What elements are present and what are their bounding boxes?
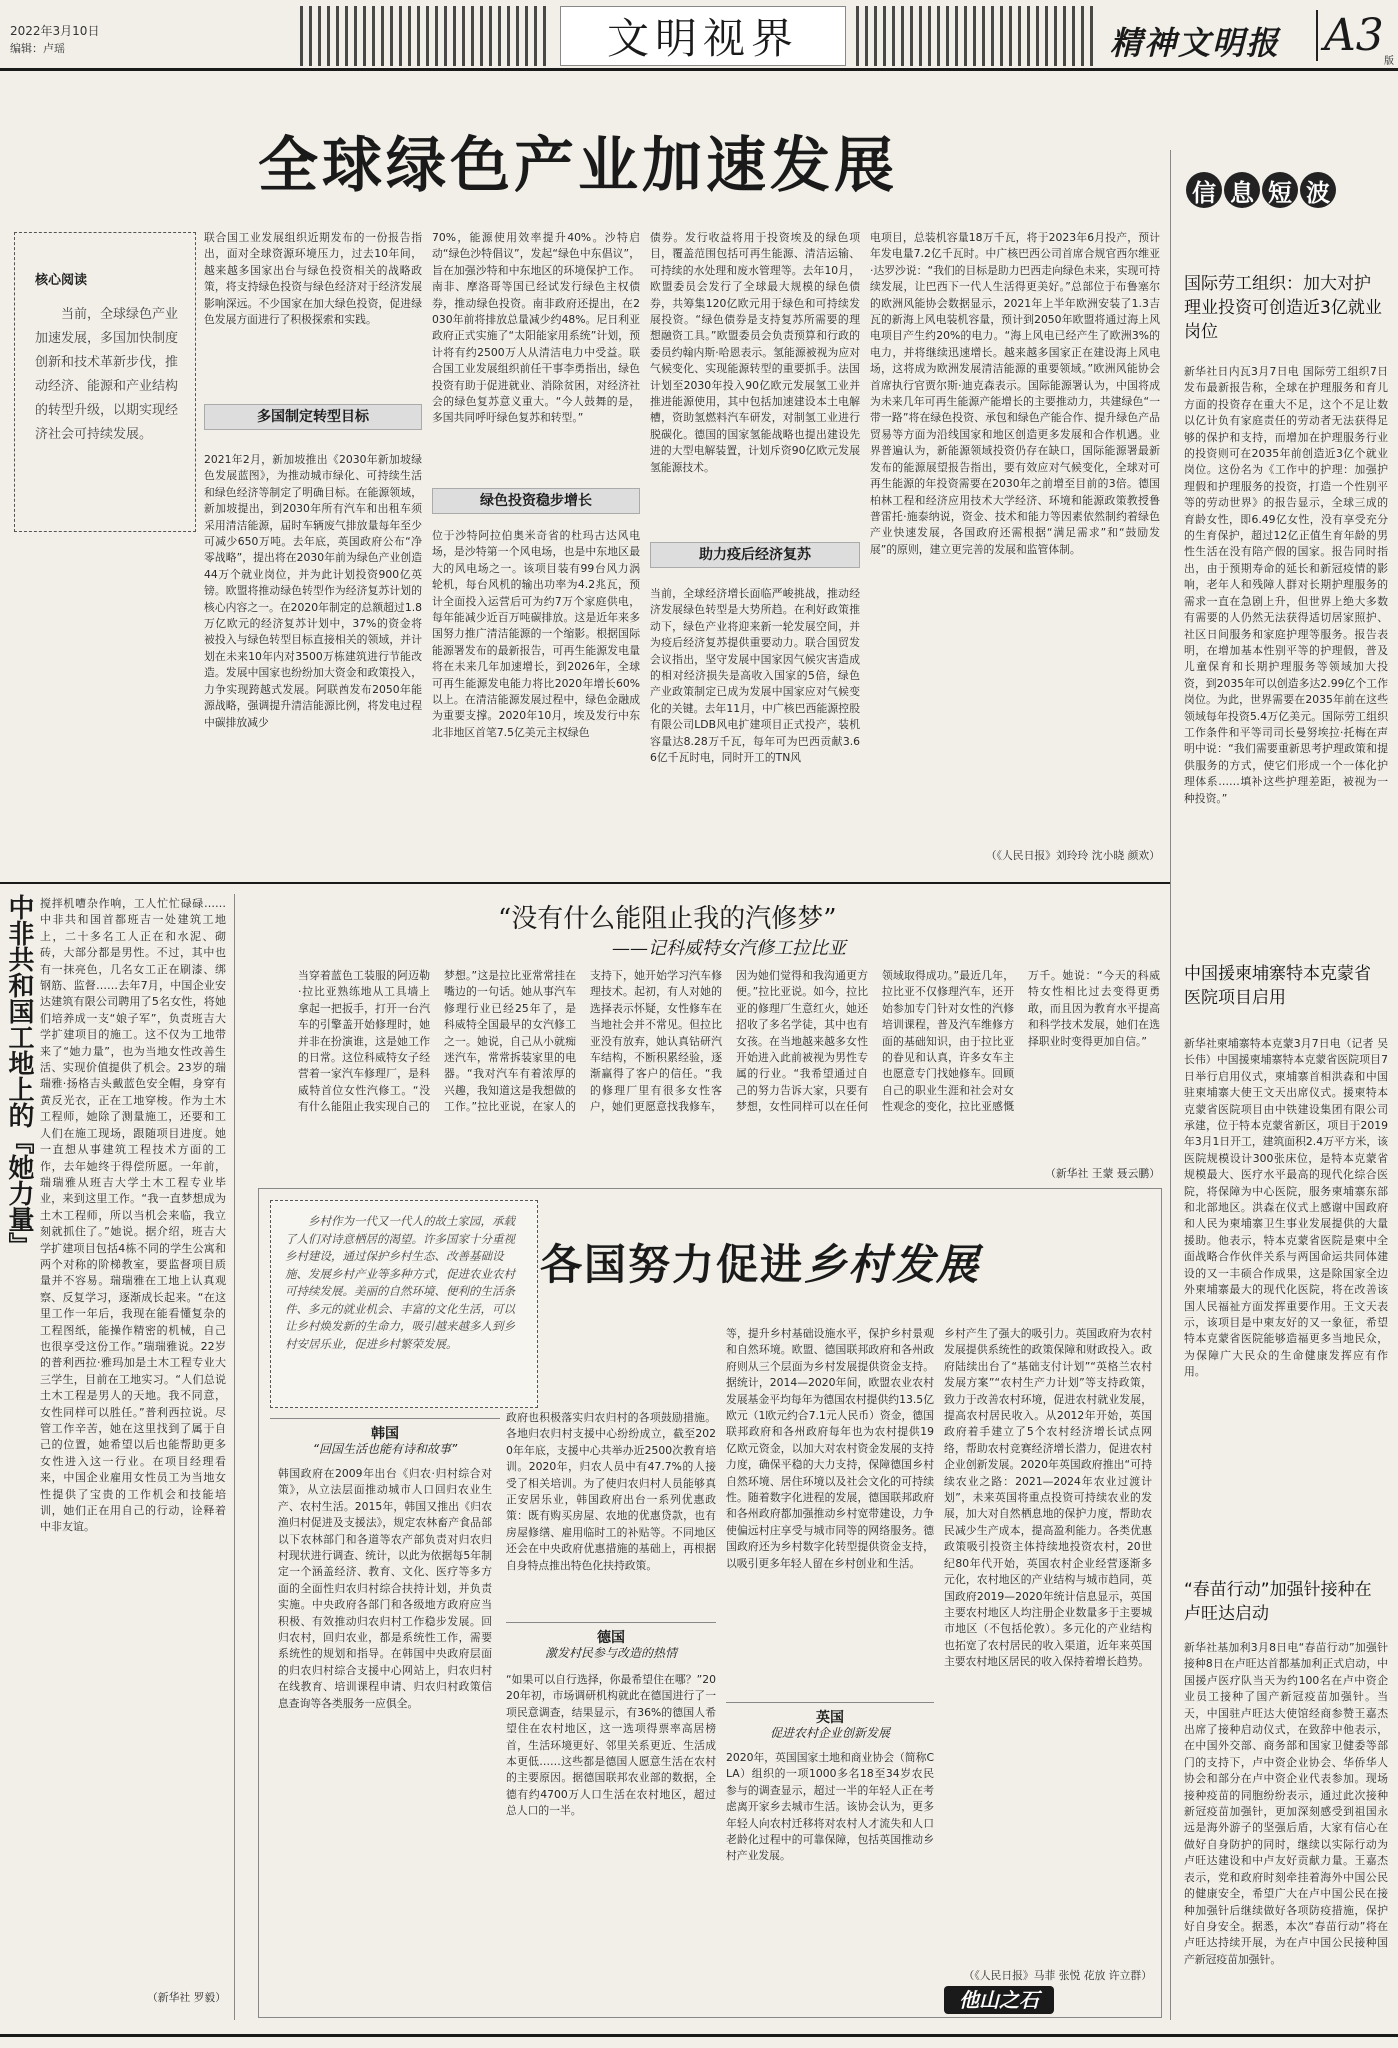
rural-title-main: 各国努力促进 bbox=[540, 1240, 805, 1289]
rural-title bbox=[540, 1232, 980, 1292]
brief-heading-char: 短 bbox=[1262, 172, 1298, 208]
feature-body: 当穿着蓝色工装服的阿迈勒·拉比亚熟练地从工具墙上拿起一把扳手，打开一台汽车的引擎盖开始修理时，她并非在扮演谁，这是她工作的日常。这位科威特女子经营着一家汽车修理厂，是科威特首位女性汽修工。“没有什么能阻止我实现自己的梦想。”这是拉比亚常常挂在嘴边的一句话。她从事汽车修理行业已经25年了，是科威特全国最早的女汽修工之一。她说，自己从小就痴迷汽车，常常拆装家里的电器。“我对汽车有着浓厚的兴趣，我知道这是我想做的工作。”拉比亚说，在家人的支持下，她开始学习汽车修理技术。起初，有人对她的选择表示怀疑，女性修车在当地社会并不常见。但拉比亚没有放弃，她认真钻研汽车结构，不断积累经验，逐渐赢得了客户的信任。“我的修理厂里有很多女性客户，她们更愿意找我修车，因为她们觉得和我沟通更方便。”拉比亚说。如今，拉比亚的修理厂生意红火，她还招收了多名学徒，其中也有女孩。在当地越来越多女性开始进入此前被视为男性专属的行业。“我希望通过自己的努力告诉大家，只要有梦想，女性同样可以在任何领域取得成功。”最近几年，拉比亚不仅修理汽车，还开始参加专门针对女性的汽修培训课程，普及汽车维修方面的基础知识，由于拉比亚的眷见和认真，许多女车主也愿意专门找她修车。回顾自己的职业生涯和社会对女性观念的变化，拉比亚感慨万千。她说：“今天的科威特女性相比过去变得更勇敢，而且因为教育水平提高和科学技术发展，她们在选择职业时变得更加自信。” bbox=[298, 969, 1160, 1114]
brief-heading-char: 信 bbox=[1186, 172, 1222, 208]
page-header bbox=[0, 0, 1398, 70]
brief-column-divider bbox=[1170, 150, 1171, 2020]
core-reading-text: 当前，全球绿色产业加速发展，多国加快制度创新和技术革新步伐，推动经济、能源和产业结构的转型升级，以期实现经济社会可持续发展。 bbox=[35, 307, 179, 442]
brief-item-body: 新华社基加利3月8日电“春苗行动”加强针接种8日在卢旺达首都基加利正式启动，中国援卢医疗队当天为约100名在卢中资企业员工接种了国产新冠疫苗加强针。当天，中国驻卢旺达大使馆经商参赞王嘉杰出席了接种启动仪式，在致辞中他表示，在中国外交部、商务部和国家卫健委等部门的支持下，卢中资企业协会、华侨华人协会和部分在卢中资企业代表参加。现场接种疫苗的同胞纷纷表示，通过此次接种新冠疫苗加强针，更加深刻感受到祖国永远是海外游子的坚强后盾，大家有信心在做好自身防护的同时，继续以实际行动为卢旺达建设和中卢友好贡献力量。王嘉杰表示，党和政府时刻牵挂着海外中国公民的健康安全，希望广大在卢中国公民在接种加强针后继续做好各项防疫措施，保护好自身安全。据悉，本次“春苗行动”将在卢旺达持续开展，为在卢中国公民接种国产新冠疫苗加强针。 bbox=[1184, 1641, 1388, 1966]
page-number: A3 bbox=[1316, 10, 1384, 61]
side-divider bbox=[234, 894, 235, 2020]
rural-col3-body: 等，提升乡村基础设施水平，保护乡村景观和自然环境。欧盟、德国联邦政府和各州政府则从三个层面为乡村发展提供资金支持。据统计，2014—2020年间，欧盟农业农村发展基金平均每年为德国农村提供约13.5亿欧元（1欧元约合7.1元人民币）资金，德国联邦政府和各州政府每年也为农村提供19亿欧元资金，以加大对农村资金发展的支持力度，确保平稳的大力支持，保障德国乡村自然环境、居住环境以及社会文化的可持续性。随着数字化进程的发展，德国联邦政府和各州政府都加强推动乡村宽带建设，力争使偏远村庄享受与城市同等的网络服务。德国政府还为乡村数字化转型提供资金支持，以吸引更多年轻人留在乡村创业和生活。 bbox=[726, 1327, 934, 1570]
rural-uk-body: 2020年，英国国家土地和商业协会（简称CLA）组织的一项1000多名18至34岁农民参与的调查显示，超过一半的年轻人正在考虑离开家乡去城市生活。该协会认为，更多年轻人向农村迁移将对农村人才流失和人口老龄化过程中的可靠保障，包括英国推动乡村产业发展。 bbox=[726, 1751, 934, 1863]
rural-byline: （《人民日报》马菲 张悦 花放 许立群） bbox=[963, 1969, 1152, 1982]
rural-col4-body: 乡村产生了强大的吸引力。英国政府为农村发展提供系统性的政策保障和财政投入。政府陆续出台了“基础支付计划”“英格兰农村发展方案”“农村生产力计划”等支持政策，致力于改善农村环境，促进农村就业发展，提高农村居民收入。从2012年开始，英国政府着手建立了5个农村经济增长试点网络，帮助农村竞赛经济增长潜力，促进农村企业创新发展。2020年英国政府推出“可持续农业之路：2021—2024年农业过渡计划”，未来英国将重点投资可持续农业的发展，加大对自然栖息地的保护力度，帮助农民减少生产成本，提高盈利能力。各类优惠政策吸引投资主体持续地投资农村，20世纪80年代开始，英国农村企业经营逐渐多元化，农村地区的产业结构与城市趋同，英国政府2019—2020年统计信息显示，英国主要农村地区人均注册企业数量多于主要城市地区（不包括伦敦）。多元化的产业结构也拓宽了农村居民的收入渠道，近年来英国主要农村地区居民的收入保持着增长趋势。 bbox=[944, 1327, 1152, 1669]
main-col2-body: 位于沙特阿拉伯奥米奇省的杜玛古达风电场，是沙特第一个风电场，也是中东地区最大的风电场之一。该项目装有99台风力涡轮机，每台风机的输出功率为4.2兆瓦，预计全面投入运营后可为约7万个家庭供电，每年能减少近百万吨碳排放。这是近年来多国努力推广清洁能源的一个缩影。根据国际能源署发布的最新报告，可再生能源发电量将在未来几年加速增长，到2026年，全球可再生能源发电能力将比2020年增长60%以上。在清洁能源发展过程中，绿色金融成为重要支撑。2020年10月，埃及发行中东北非地区首笔7.5亿美元主权绿色 bbox=[432, 529, 640, 739]
rural-uk-tag: 英国 bbox=[726, 1702, 934, 1727]
main-col2-intro: 70%，能源使用效率提升40%。沙特启动“绿色沙特倡议”，发起“绿色中东倡议”，旨在加强沙特和中东地区的环境保护工作。南非、摩洛哥等国已经试发行绿色主权债券，推动绿色投资。南非政府还提出，在2030年前将排放总量减少约48%。尼日利亚政府正式实施了“太阳能家用系统”计划，预计将有约2500万人从清洁电力中受益。联合国工业发展组织前任干事李勇指出，绿色投资有助于促进就业、消除贫困，对经济社会的绿色复苏意义重大。“今人鼓舞的是，多国共同呼吁绿色复苏和转型。” bbox=[432, 231, 640, 425]
feature-byline: （新华社 王蒙 聂云鹏） bbox=[1045, 1167, 1160, 1180]
brief-item-title: 中国援柬埔寨特本克蒙省医院项目启用 bbox=[1184, 964, 1371, 1008]
rural-korea-body: 韩国政府在2009年出台《归农·归村综合对策》，从立法层面推动城市人口回归农业生产、农村生活。2015年，韩国又推出《归农渔归村促进及支援法》，规定农林畜产食品部以下农林部门和各道等农产部负责对归农归村现状进行调查、统计，以此为依据每5年制定一个涵盖经济、教育、文化、医疗等多方面的全面性归农归村综合扶持计划，并负责实施。中央政府各部门和各级地方政府应当积极、有效推动归农归村工作稳步发展。回归农村，回归农业，都是系统性工作，需要系统性的规划和指导。在韩国中央政府层面的归农归村综合支援中心网站上，归农归村在线教育、培训课程申请、归农归村政策信息查询等各类服务一应俱全。 bbox=[278, 1467, 492, 1710]
core-reading-label: 核心阅读 bbox=[35, 273, 88, 288]
rural-uk-subtitle: 促进农村企业创新发展 bbox=[769, 1726, 890, 1740]
rural-germany-subtitle: 激发村民参与改造的热情 bbox=[544, 1646, 677, 1660]
brief-item-title: 国际劳工组织：加大对护理业投资可创造近3亿就业岗位 bbox=[1184, 274, 1382, 342]
paper-name: 精神文明报 bbox=[1110, 24, 1281, 62]
subhead-recovery: 助力疫后经济复苏 bbox=[650, 542, 860, 568]
rural-quote-box bbox=[270, 1200, 538, 1408]
main-col3-body: 当前，全球经济增长面临严峻挑战，推动经济发展绿色转型是大势所趋。在利好政策推动下，绿色产业将迎来新一轮发展空间，并为疫后经济复苏提供重要动力。联合国贸发会议指出，坚守发展中国家因气候灾害造成的相对经济损失是高收入国家的5倍，绿色产业政策制定已成为发展中国家应对气候变化的关键。去年11月，中广核巴西能源控股有限公司LDB风电扩建项目正式投产，装机容量达8.28万千瓦，每年可为巴西贡献3.66亿千瓦时电，同时开工的TN风 bbox=[650, 587, 860, 765]
rural-korea-subtitle: “回国生活也能有诗和故事” bbox=[312, 1442, 458, 1456]
brief-item-body: 新华社柬埔寨特本克蒙3月7日电（记者 吴长伟）中国援柬埔寨特本克蒙省医院项目7日举行启用仪式，柬埔寨首相洪森和中国驻柬埔寨大使王文天出席仪式。援柬特本克蒙省医院项目由中铁建设集团有限公司承建，位于特本克蒙省新区，项目于2019年3月1日开工，建筑面积2.4万平方米，该医院规模设计300张床位，是特本克蒙省规模最大、医疗水平最高的现代化综合医院，将保障为中心医院，服务柬埔寨东部和北部地区。洪森在仪式上感谢中国政府和人民为柬埔寨卫生事业发展提供的大量援助。他表示，特本克蒙省医院是柬中全面战略合作伙伴关系与两国命运共同体建设的又一丰硕合作成果，这是除国家全边外柬埔寨最大的现代化医院，将在改善该国人民福祉方面发挥重要作用。王文天表示，该项目是中柬友好的又一象征，希望特本克蒙省医院能够造福更多当地民众，为保障广大民众的生命健康发挥应有作用。 bbox=[1184, 1037, 1388, 1379]
rural-title-tail: 乡村发展 bbox=[804, 1240, 981, 1289]
rural-korea-tag: 韩国 bbox=[270, 1418, 500, 1443]
brief-item-body: 新华社日内瓦3月7日电 国际劳工组织7日发布最新报告称，全球在护理服务和育儿方面的投资存在重大不足，这个不足让数以亿计负有家庭责任的劳动者无法获得足够的保护和支持，而增加在护理服务行业的投资则可在2035年前创造近3亿个就业岗位。这份名为《工作中的护理：加强护理假和护理服务的投资，打造一个性别平等的劳动世界》的报告显示，全球三成的育龄女性，即6.49亿女性，没有享受充分的生育保护，超过12亿正值生育年龄的男性生活在没有陪产假的国家。报告同时指出，由于预期寿命的延长和新冠疫情的影响，老年人和残障人群对长期护理服务的需求一直在急剧上升，但世界上绝大多数有需要的人仍然无法获得适切居家照护、社区日间服务和家庭护理等服务。报告表明，在增加基本性别平等的护理假，普及儿童保育和长期护理服务等领域加大投资，到2035年可以创造多达2.99亿个工作岗位。为此，世界需要在2035年前在这些领域每年投资5.4万亿美元。国际劳工组织工作条件和平等司司长曼努埃拉·托梅在声明中说：“我们需要重新思考护理政策和提供服务的方式，使它们形成一个一体化护理体系……填补这些护理差距，被视为一种投资。” bbox=[1184, 365, 1388, 805]
section-rule bbox=[0, 882, 1170, 884]
brief-heading bbox=[1186, 172, 1338, 208]
section-name: 文明视界 bbox=[560, 6, 846, 66]
issue-date: 2022年3月10日 bbox=[10, 24, 100, 38]
footer-rule bbox=[0, 2034, 1398, 2037]
main-col1-body: 2021年2月，新加坡推出《2030年新加坡绿色发展蓝图》，为推动城市绿化、可持续生活和绿色经济等制定了明确目标。在能源领域，新加坡提出，到2030年所有汽车和出租车须采用清洁能源，届时车辆废气排放量每年至少可减少650万吨。去年底，英国政府公布“净零战略”，提出将在2030年前为绿色产业创造44万个就业岗位，并为此计划投资900亿英镑。欧盟将推动绿色转型作为经济复苏计划的核心内容之一。在2020年制定的总额超过1.8万亿欧元的经济复苏计划中，37%的资金将被投入与绿色转型目标直接相关的领域，并计划在未来10年内对3500万栋建筑进行节能改造。发展中国家也纷纷加大资金和政策投入，力争实现跨越式发展。阿联酋发布2050年能源战略，强调提升清洁能源比例，将发电过程中碳排放减少 bbox=[204, 453, 422, 729]
main-col3-intro: 债券。发行收益将用于投资埃及的绿色项目，覆盖范围包括可再生能源、清洁运输、可持续的水处理和废水管理等。去年10月，欧盟委员会发行了全球最大规模的绿色债券，共筹集120亿欧元用于绿色和可持续发展投资。“绿色债券是支持复苏所需要的理想融资工具。”欧盟委员会负责预算和行政的委员约翰内斯·哈恩表示。氢能源被视为应对气候变化、实现能源转型的重要抓手。法国计划至2030年投入90亿欧元发展氢工业并推进能源使用，其中包括加速建设本土电解槽，资助氢燃料汽车研发，对制氢工业进行脱碳化。德国的国家氢能战略也提出建设先进的大型电解装置，计划斥资90亿欧元发展氢能源技术。 bbox=[650, 231, 860, 474]
subhead-investment: 绿色投资稳步增长 bbox=[432, 488, 640, 514]
main-headline: 全球绿色产业加速发展 bbox=[258, 131, 898, 201]
rural-germany-body: “如果可以自行选择，你最希望住在哪？”2020年初，市场调研机构就此在德国进行了一项民意调查，结果显示，有36%的德国人希望住在农村地区，这一选项得票率高居榜首，生活环境更好、邻里关系更近、生活成本更低……这些都是德国人愿意生活在农村的主要原因。据德国联邦农业部的数据，全德有约4700万人口生活在农村地区，超过总人口的一半。 bbox=[506, 1673, 716, 1818]
core-reading-box bbox=[14, 232, 196, 532]
side-story-byline: （新华社 罗毅） bbox=[146, 1991, 226, 2004]
brief-heading-char: 息 bbox=[1224, 172, 1260, 208]
main-col4-body: 电项目，总装机容量18万千瓦，将于2023年6月投产，预计年发电量7.2亿千瓦时。中广核巴西公司首席合规官西尔维亚·达罗沙说：“我们的目标是助力巴西走向绿色未来，实现可持续发展，让巴西下一代人生活得更美好。”总部位于布鲁塞尔的欧洲风能协会数据显示，2021年上半年欧洲安装了1.3吉瓦的新海上风电装机容量，预计到2050年欧盟将通过海上风电项目产生约20%的电力。“海上风电已经产生了欧洲3%的电力，并将继续迅速增长。越来越多国家正在建设海上风电场，这将成为欧洲发展清洁能源的重要领域。”欧洲风能协会首席执行官贾尔斯·迪克森表示。国际能源署认为，中国将成为未来几年可再生能源产能增长的主要推动力，共建绿色“一带一路”将在绿色投资、承包和绿色产能合作、提升绿色产品贸易等方面为沿线国家和地区创造更多发展和合作机遇。业界普遍认为，新能源领域投资仍存在缺口，国际能源署最新发布的能源展望报告指出，要有效应对气候变化，全球对可再生能源的年投资需要在2030年之前增至目前的3倍。德国柏林工程和经济应用技术大学经济、环境和能源政策教授鲁普雷托·施泰纳说，资金、技术和能力等因素依然制约着绿色产业快速发展，各国政府还需根据“满足需求”和“鼓励发展”的原则，建立更完善的发展和监管体制。 bbox=[870, 231, 1160, 556]
brief-heading-char: 波 bbox=[1300, 172, 1336, 208]
feature-title: “没有什么能阻止我的汽修梦” bbox=[498, 904, 837, 934]
subhead-targets: 多国制定转型目标 bbox=[204, 404, 422, 430]
header-stripes-right bbox=[856, 6, 1096, 66]
rural-logo: 他山之石 bbox=[944, 1986, 1054, 2014]
main-byline: （《人民日报》刘玲玲 沈小晓 颜欢） bbox=[985, 849, 1160, 862]
header-rule bbox=[0, 68, 1398, 71]
rural-quote: 乡村作为一代又一代人的故土家园，承载了人们对诗意栖居的渴望。许多国家十分重视乡村建设，通过保护乡村生态、改善基础设施、发展乡村产业等多种方式，促进农业农村可持续发展。美丽的自然环境、便利的生活条件、多元的就业机会、丰富的文化生活，可以让乡村焕发新的生命力，吸引越来越多人到乡村安居乐业，促进乡村繁荣发展。 bbox=[285, 1214, 515, 1351]
header-stripes-left bbox=[300, 6, 550, 66]
feature-subtitle: ——记科威特女汽修工拉比亚 bbox=[612, 938, 846, 959]
editor-credit: 编辑：卢瑶 bbox=[10, 42, 65, 55]
rural-col2-body: 政府也积极落实归农归村的各项鼓励措施。各地归农归村支援中心纷纷成立，截至2020年年底，支援中心共举办近2500次教育培训。2020年，归农人员中有47.7%的人接受了相关培训。为了使归农归村人员能够真正安居乐业，韩国政府出台一系列优惠政策：既有购买房屋、农地的优惠贷款，也有房屋修缮、雇用临时工的补贴等。不同地区还会在中央政府优惠措施的基础上，再根据自身特点推出特色化扶持政策。 bbox=[506, 1411, 716, 1572]
side-story-body: 搅拌机嘈杂作响，工人忙忙碌碌……中非共和国首都班吉一处建筑工地上，二十多名工人正在和水泥、砌砖，大部分都是男性。不过，其中也有一抹亮色，几名女工正在刷漆、绑钢筋、监督……去年7月，中国企业安达建筑有限公司聘用了5名女性，将她们培养成一支“娘子军”，负责班吉大学扩建项目的施工。这不仅为工地带来了“她力量”，也为当地女性改善生活、实现价值提供了机会。23岁的瑞瑞雅·扬格吉头戴蓝色安全帽，身穿有黄反光衣，正在工地穿梭。作为土木工程师，她除了测量施工，还要和工人们在施工现场，跟随项目进度。她一直想从事建筑工程技术方面的工作，去年她终于得偿所愿。一年前，瑞瑞雅从班吉大学土木工程专业毕业，来到这里工作。“我一直梦想成为土木工程师，所以当机会来临，我立刻就抓住了。”她说。据介绍，班吉大学扩建项目包括4栋不同的学生公寓和两个对称的阶梯教室，要监督项目质量并不容易。瑞瑞雅在工地上认真观察、反复学习，逐渐成长起来。“在这里工作一年后，我现在能看懂复杂的工程图纸，能操作精密的机械，自己也很享受这份工作。”瑞瑞雅说。22岁的普利西拉·雅玛加是土木工程专业大三学生，目前在工地实习。“人们总说土木工程是男人的天地。我不同意，女性同样可以胜任。”普利西拉说。尽管工作辛苦，她在这里找到了属于自己的位置，她希望以后也能帮助更多女性进入这一行业。在项目经理看来，中国企业雇用女性员工为当地女性提供了宝贵的工作机会和技能培训，她们正在用自己的行动，诠释着中非友谊。 bbox=[40, 897, 226, 1534]
brief-item-title: “春苗行动”加强针接种在卢旺达启动 bbox=[1184, 1580, 1372, 1624]
rural-germany-tag: 德国 bbox=[506, 1622, 716, 1647]
main-col1-intro: 联合国工业发展组织近期发布的一份报告指出，面对全球资源环境压力，过去10年间，越来越多国家出台与绿色投资相关的战略政策，将支持绿色投资与绿色经济对于经济发展影响深远。不少国家在加大绿色投资，促进绿色发展方面进行了积极探索和实践。 bbox=[204, 231, 422, 327]
side-story-title: 中非共和国工地上的『她力量』 bbox=[4, 894, 34, 1258]
page-suffix: 版 bbox=[1384, 56, 1394, 67]
